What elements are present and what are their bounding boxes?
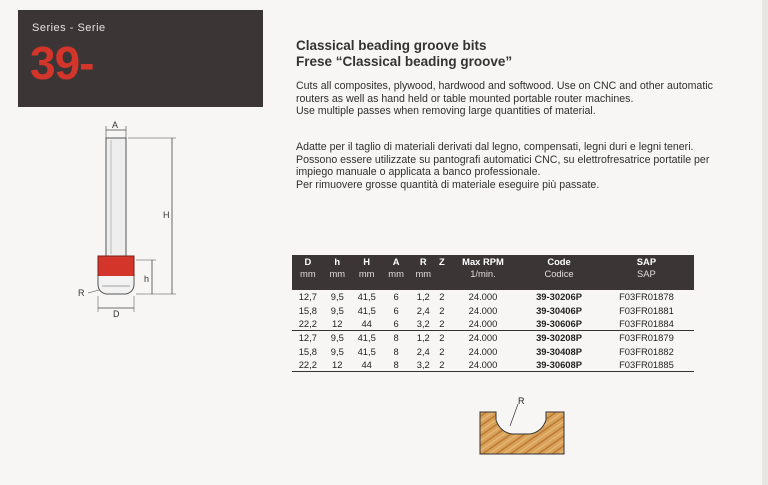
- description-it-line1: Adatte per il taglio di materiali derivati dal legno, compensati, legni duri e legni teneri. Possono essere utilizzate su pantografi automatici CNC, su elettrofresatrice portatile per impiego manuale o applicata a banco professionale.: [296, 141, 710, 178]
- page-edge: [762, 0, 768, 485]
- cell-rpm: 24.000: [447, 317, 519, 331]
- cell-rpm: 24.000: [468, 332, 498, 344]
- cell-A: 6: [383, 317, 410, 331]
- label-R: R: [78, 288, 85, 298]
- cell-Z: 2: [439, 332, 445, 344]
- series-number: 39-: [30, 37, 94, 89]
- cell-code: 39-30606P: [519, 317, 599, 331]
- cell-sap: F03FR01879: [619, 332, 674, 344]
- cell-H: 41,5: [357, 345, 376, 357]
- cell-A: 8: [383, 358, 410, 372]
- table-row: [292, 331, 694, 345]
- header-A: A: [392, 256, 400, 267]
- header-max-rpm: Max RPM: [462, 256, 504, 267]
- table-row: [292, 345, 694, 358]
- unit-A: mm: [388, 268, 404, 279]
- cell-sap: F03FR01881: [619, 304, 674, 316]
- table-row: [292, 358, 694, 372]
- cell-code: 39-30406P: [536, 304, 582, 316]
- cell-rpm: 24.000: [468, 291, 498, 303]
- cell-Z: 2: [437, 317, 447, 331]
- router-bit-drawing: [68, 118, 188, 318]
- cell-A: 8: [393, 332, 399, 344]
- cell-h: 9,5: [330, 304, 344, 316]
- unit-max-rpm: 1/min.: [470, 268, 496, 279]
- header-Z: Z: [438, 256, 445, 267]
- cell-H: 44: [351, 317, 383, 331]
- cell-R: 2,4: [416, 304, 430, 316]
- label-D: D: [113, 309, 120, 318]
- cell-D: 15,8: [298, 345, 317, 357]
- cell-Z: 2: [439, 291, 445, 303]
- cell-D: 12,7: [298, 332, 317, 344]
- cell-D: 15,8: [298, 304, 317, 316]
- product-title-it: Frese “Classical beading groove”: [296, 54, 513, 69]
- cell-Z: 2: [437, 358, 447, 372]
- cell-sap: F03FR01885: [599, 358, 694, 372]
- profile-label-R: R: [518, 396, 525, 406]
- cell-sap: F03FR01878: [619, 291, 674, 303]
- description-en-line2: Use multiple passes when removing large quantities of material.: [296, 105, 596, 117]
- product-title-en: Classical beading groove bits: [296, 38, 487, 53]
- cell-R: 1,2: [416, 332, 430, 344]
- series-header-box: [18, 10, 263, 107]
- cell-h: 9,5: [330, 332, 344, 344]
- cell-rpm: 24.000: [468, 345, 498, 357]
- description-it: [296, 141, 716, 191]
- cell-code: 39-30208P: [536, 332, 582, 344]
- header-code: Code: [547, 256, 571, 267]
- label-h: h: [144, 274, 150, 284]
- cell-A: 6: [393, 304, 399, 316]
- header-h: h: [334, 256, 341, 267]
- header-H: H: [363, 256, 371, 267]
- unit-D: mm: [300, 268, 316, 279]
- cell-sap: F03FR01884: [599, 317, 694, 331]
- unit-sap: SAP: [637, 268, 656, 279]
- cell-H: 44: [351, 358, 383, 372]
- unit-R: mm: [415, 268, 432, 279]
- cell-H: 41,5: [357, 332, 376, 344]
- cell-rpm: 24.000: [447, 358, 519, 372]
- cut-profile-drawing: [478, 396, 568, 458]
- cell-R: 3,2: [410, 358, 437, 372]
- cell-R: 2,4: [416, 345, 430, 357]
- table-row: [292, 303, 694, 316]
- header-R: R: [419, 256, 427, 267]
- description-it-line2: Per rimuovere grosse quantità di materiale eseguire più passate.: [296, 178, 600, 191]
- cell-H: 41,5: [357, 304, 376, 316]
- table-row: [292, 290, 694, 303]
- cell-A: 8: [393, 345, 399, 357]
- cell-h: 9,5: [330, 345, 344, 357]
- cell-D: 22,2: [292, 358, 324, 372]
- label-A: A: [112, 120, 119, 130]
- cell-code: 39-30206P: [536, 291, 582, 303]
- unit-H: mm: [358, 268, 375, 279]
- description-en-line1: Cuts all composites, plywood, hardwood and softwood. Use on CNC and other automatic routers as well as hand held or table mounted portable router machines.: [296, 80, 713, 105]
- cell-H: 41,5: [357, 291, 376, 303]
- description-en: [296, 80, 716, 118]
- cell-h: 12: [324, 317, 351, 331]
- cell-A: 6: [393, 291, 399, 303]
- table-header-row: [292, 255, 694, 268]
- cell-D: 22,2: [292, 317, 324, 331]
- unit-h: mm: [329, 268, 346, 279]
- header-sap: SAP: [636, 256, 657, 267]
- cell-D: 12,7: [298, 291, 317, 303]
- cell-Z: 2: [439, 304, 445, 316]
- unit-code: Codice: [544, 268, 574, 279]
- cell-R: 1,2: [416, 291, 430, 303]
- table-units-row: [292, 268, 694, 290]
- cell-sap: F03FR01882: [619, 345, 674, 357]
- label-H: H: [163, 210, 170, 220]
- cell-R: 3,2: [410, 317, 437, 331]
- cell-rpm: 24.000: [468, 304, 498, 316]
- cell-code: 39-30408P: [536, 345, 582, 357]
- unit-Z: [437, 268, 447, 290]
- cell-h: 12: [324, 358, 351, 372]
- header-D: D: [304, 256, 312, 267]
- spec-table: [292, 255, 694, 372]
- series-label: Series - Serie: [32, 22, 106, 34]
- cell-code: 39-30608P: [519, 358, 599, 372]
- cell-h: 9,5: [330, 291, 344, 303]
- table-row: [292, 317, 694, 331]
- cell-Z: 2: [439, 345, 445, 357]
